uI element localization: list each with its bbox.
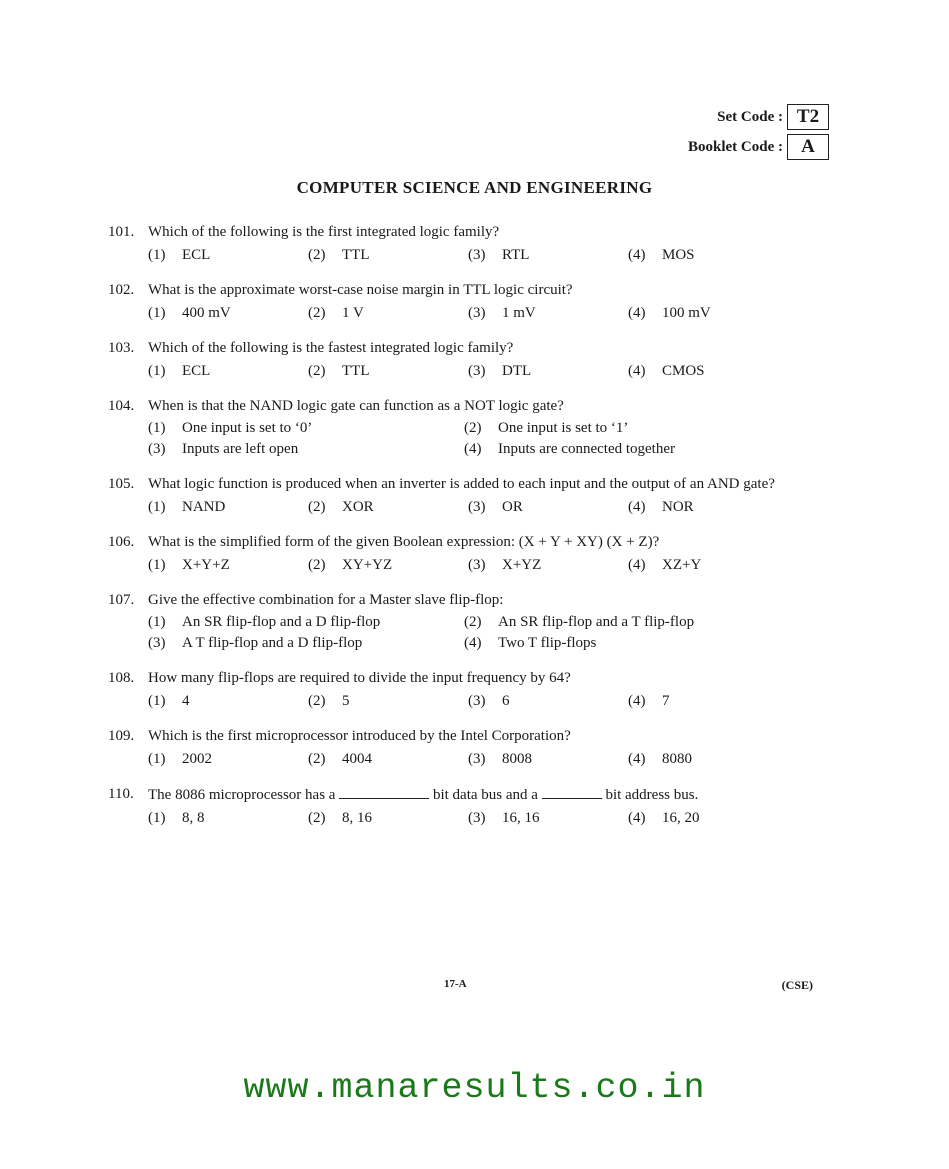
question-101: [108, 222, 828, 264]
question-103: [108, 338, 828, 380]
question-106: [108, 532, 828, 574]
option-4: (4) 7: [628, 693, 670, 709]
option-3: (3) X+YZ: [468, 557, 542, 573]
code-block: [688, 104, 829, 164]
option-1: (1) NAND: [148, 499, 226, 515]
option-1: (1) One input is set to ‘0’: [148, 420, 313, 436]
option-2: (2) 4004: [308, 751, 372, 767]
answer-blank: [339, 784, 429, 799]
question-text: When is that the NAND logic gate can function as a NOT logic gate?: [148, 398, 564, 414]
option-3: (3) OR: [468, 499, 523, 515]
option-list: [148, 499, 828, 516]
subject-code: (CSE): [781, 978, 813, 992]
question-text: Which of the following is the fastest integrated logic family?: [148, 340, 514, 356]
option-list: [148, 751, 828, 768]
option-list: [148, 305, 828, 322]
set-code-value: T2: [787, 104, 829, 130]
question-text: The 8086 microprocessor has a bit data bus and a bit address bus.: [148, 784, 828, 805]
option-list: [148, 810, 828, 827]
option-2: (2) TTL: [308, 363, 370, 379]
question-number: 106.: [108, 534, 135, 550]
set-code-label: Set Code :: [717, 108, 783, 125]
question-104: [108, 396, 828, 458]
question-102: [108, 280, 828, 322]
question-text: Give the effective combination for a Master slave flip-flop:: [148, 592, 504, 608]
watermark-url[interactable]: www.manaresults.co.in: [243, 1068, 706, 1108]
question-text: How many flip-flops are required to divide the input frequency by 64?: [148, 670, 571, 686]
option-list: [148, 557, 828, 574]
option-3: (3) RTL: [468, 247, 530, 263]
option-3: (3) 16, 16: [468, 810, 540, 826]
option-3: (3) Inputs are left open: [148, 441, 299, 457]
option-1: (1) 4: [148, 693, 190, 709]
option-2: (2) XY+YZ: [308, 557, 393, 573]
page-title: COMPUTER SCIENCE AND ENGINEERING: [296, 178, 653, 197]
option-2: (2) 8, 16: [308, 810, 372, 826]
option-1: (1) X+Y+Z: [148, 557, 230, 573]
question-108: [108, 668, 828, 710]
question-number: 104.: [108, 398, 135, 414]
question-number: 105.: [108, 476, 135, 492]
question-number: 110.: [108, 786, 134, 802]
option-1: (1) 400 mV: [148, 305, 231, 321]
booklet-code-value: A: [787, 134, 829, 160]
option-1: (1) An SR flip-flop and a D flip-flop: [148, 614, 381, 630]
question-number: 109.: [108, 728, 135, 744]
question-number: 102.: [108, 282, 135, 298]
question-number: 107.: [108, 592, 135, 608]
question-list: [108, 222, 828, 843]
option-4: (4) NOR: [628, 499, 694, 515]
option-2: (2) One input is set to ‘1’: [464, 420, 629, 436]
option-2: (2) 1 V: [308, 305, 364, 321]
option-1: (1) 2002: [148, 751, 212, 767]
booklet-code-row: [688, 134, 829, 160]
option-1: (1) 8, 8: [148, 810, 205, 826]
set-code-row: [688, 104, 829, 130]
option-2: (2) TTL: [308, 247, 370, 263]
option-list: [148, 363, 828, 380]
question-number: 108.: [108, 670, 135, 686]
answer-blank: [542, 784, 602, 799]
option-4: (4) 16, 20: [628, 810, 700, 826]
option-3: (3) DTL: [468, 363, 532, 379]
option-1: (1) ECL: [148, 363, 211, 379]
option-4: (4) Two T flip-flops: [464, 635, 597, 651]
option-4: (4) 100 mV: [628, 305, 711, 321]
question-number: 101.: [108, 224, 135, 240]
option-2: (2) An SR flip-flop and a T flip-flop: [464, 614, 695, 630]
option-list: [148, 614, 828, 652]
option-4: (4) CMOS: [628, 363, 705, 379]
question-number: 103.: [108, 340, 135, 356]
question-110: [108, 784, 828, 827]
question-109: [108, 726, 828, 768]
option-1: (1) ECL: [148, 247, 211, 263]
option-3: (3) A T flip-flop and a D flip-flop: [148, 635, 363, 651]
option-2: (2) 5: [308, 693, 350, 709]
question-text: What is the approximate worst-case noise margin in TTL logic circuit?: [148, 282, 573, 298]
option-4: (4) Inputs are connected together: [464, 441, 676, 457]
question-text: What logic function is produced when an inverter is added to each input and the output of an AND gate?: [148, 476, 775, 492]
question-text: Which of the following is the first integrated logic family?: [148, 224, 500, 240]
option-3: (3) 1 mV: [468, 305, 536, 321]
option-3: (3) 6: [468, 693, 510, 709]
booklet-code-label: Booklet Code :: [688, 138, 783, 155]
option-list: [148, 247, 828, 264]
option-4: (4) XZ+Y: [628, 557, 702, 573]
option-4: (4) 8080: [628, 751, 692, 767]
option-list: [148, 420, 828, 458]
option-3: (3) 8008: [468, 751, 532, 767]
option-2: (2) XOR: [308, 499, 374, 515]
question-107: [108, 590, 828, 652]
option-4: (4) MOS: [628, 247, 695, 263]
option-list: [148, 693, 828, 710]
question-text: What is the simplified form of the given Boolean expression: (X + Y + XY) (X + Z)?: [148, 534, 660, 550]
page-number: 17-A: [444, 978, 467, 990]
question-text: Which is the first microprocessor introduced by the Intel Corporation?: [148, 728, 571, 744]
question-105: [108, 474, 828, 516]
